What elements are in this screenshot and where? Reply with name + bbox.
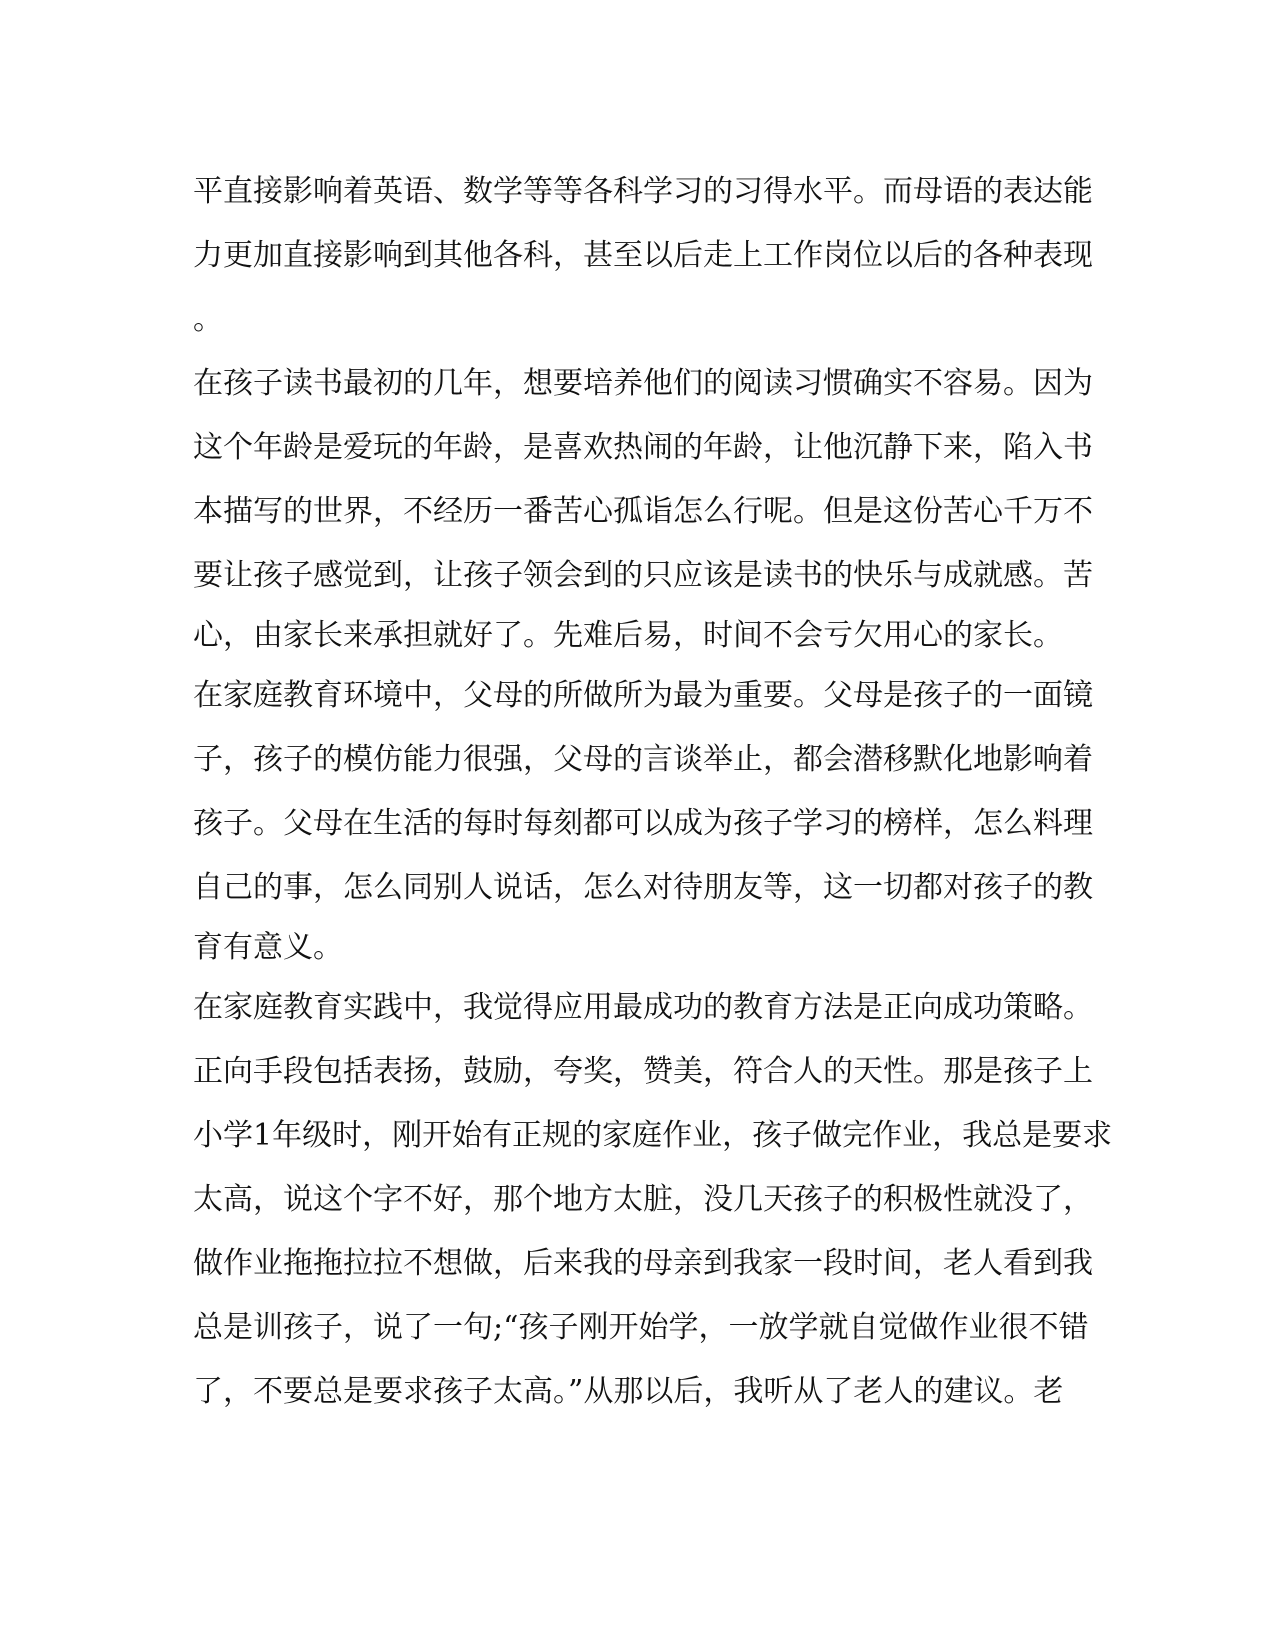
document-body xyxy=(193,160,1113,1424)
text-line: 小学1年级时，刚开始有正规的家庭作业，孩子做完作业，我总是要求 xyxy=(193,1118,1113,1153)
text-line: 本描写的世界，不经历一番苦心孤诣怎么行呢。但是这份苦心千万不 xyxy=(193,494,1093,529)
text-line: 了，不要总是要求孩子太高。”从那以后，我听从了老人的建议。老 xyxy=(193,1374,1064,1409)
text-line: 平直接影响着英语、数学等等各科学习的习得水平。而母语的表达能 xyxy=(193,174,1093,209)
text-line: 正向手段包括表扬，鼓励，夸奖，赞美，符合人的天性。那是孩子上 xyxy=(193,1054,1093,1089)
text-line: 心，由家长来承担就好了。先难后易，时间不会亏欠用心的家长。 xyxy=(193,618,1063,653)
text-line: 在家庭教育环境中，父母的所做所为最为重要。父母是孩子的一面镜 xyxy=(193,678,1093,713)
text-line: 力更加直接影响到其他各科，甚至以后走上工作岗位以后的各种表现 xyxy=(193,238,1093,273)
text-line: 育有意义。 xyxy=(193,930,343,965)
text-line: 在家庭教育实践中，我觉得应用最成功的教育方法是正向成功策略。 xyxy=(193,990,1093,1025)
text-line: 自己的事，怎么同别人说话，怎么对待朋友等，这一切都对孩子的教 xyxy=(193,870,1093,905)
text-line: 总是训孩子，说了一句;“孩子刚开始学，一放学就自觉做作业很不错 xyxy=(193,1310,1089,1345)
text-line: 太高，说这个字不好，那个地方太脏，没几天孩子的积极性就没了， xyxy=(193,1182,1093,1217)
text-line: 在孩子读书最初的几年，想要培养他们的阅读习惯确实不容易。因为 xyxy=(193,366,1093,401)
text-line: 子，孩子的模仿能力很强，父母的言谈举止，都会潜移默化地影响着 xyxy=(193,742,1093,777)
text-line: 这个年龄是爱玩的年龄，是喜欢热闹的年龄，让他沉静下来，陷入书 xyxy=(193,430,1093,465)
text-line: 要让孩子感觉到，让孩子领会到的只应该是读书的快乐与成就感。苦 xyxy=(193,558,1093,593)
text-line: 做作业拖拖拉拉不想做，后来我的母亲到我家一段时间，老人看到我 xyxy=(193,1246,1093,1281)
text-line: 孩子。父母在生活的每时每刻都可以成为孩子学习的榜样，怎么料理 xyxy=(193,806,1093,841)
text-line: 。 xyxy=(193,302,223,337)
